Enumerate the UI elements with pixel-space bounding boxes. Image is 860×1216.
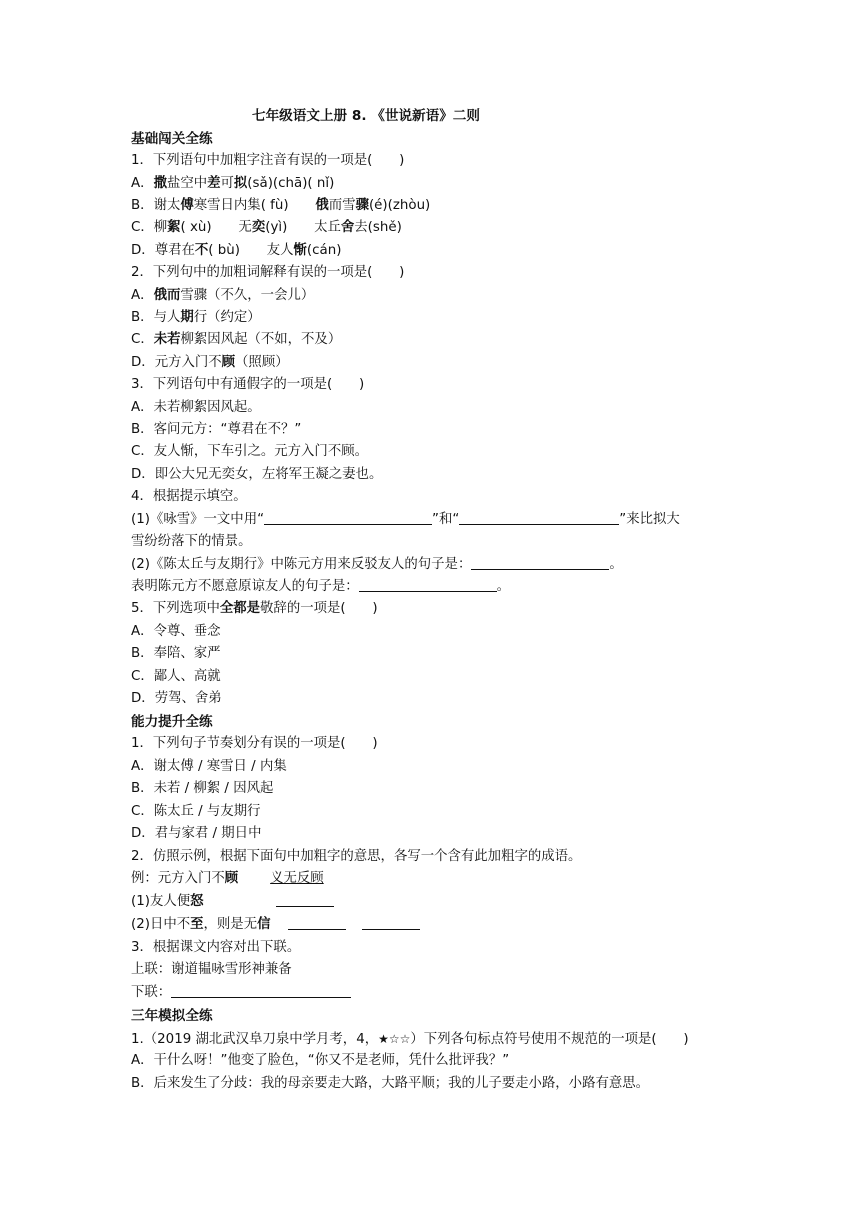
m1-option-a: A．干什么呀！”他变了脸色，“你又不是老师，凭什么批评我？” xyxy=(131,1053,510,1068)
m1-option-b: B．后来发生了分歧：我的母亲要走大路，大路平顺；我的儿子要走小路，小路有意思。 xyxy=(131,1076,650,1091)
q1-option-c: C．柳絮( xù) 无奕(yì) 太丘舍去(shě) xyxy=(131,220,402,235)
section-heading-basic: 基础闯关全练 xyxy=(131,131,213,147)
q2-option-c: C．未若柳絮因风起（不如，不及） xyxy=(131,332,342,347)
q2-option-b: B．与人期行（约定） xyxy=(131,310,261,325)
q3-option-c: C．友人惭，下车引之。元方入门不顾。 xyxy=(131,444,368,459)
q3-option-a: A．未若柳絮因风起。 xyxy=(131,400,261,415)
q5-option-a: A．令尊、垂念 xyxy=(131,624,221,639)
n3-lower-couplet: 下联： xyxy=(131,982,351,1004)
n3-blank[interactable] xyxy=(171,983,351,998)
q5-option-c: C．鄙人、高就 xyxy=(131,669,221,684)
n3-upper-couplet: 上联：谢道韫咏雪形神兼备 xyxy=(131,962,292,977)
q4-blank-1[interactable] xyxy=(264,510,432,525)
q4-part3: 表明陈元方不愿意原谅友人的句子是： 。 xyxy=(131,579,511,594)
q3-option-d: D．即公大兄无奕女，左将军王凝之妻也。 xyxy=(131,467,383,482)
n2-stem: 2．仿照示例，根据下面句中加粗字的意思，各写一个含有此加粗字的成语。 xyxy=(131,849,582,864)
n2-blank-2[interactable] xyxy=(288,915,346,930)
q4-part2: (2)《陈太丘与友期行》中陈元方用来反驳友人的句子是： 。 xyxy=(131,557,623,572)
q4-blank-4[interactable] xyxy=(359,577,497,592)
q2-option-d: D．元方入门不顾（照顾） xyxy=(131,355,289,370)
n1-option-a: A．谢太傅 / 寒雪日 / 内集 xyxy=(131,759,287,774)
q4-blank-3[interactable] xyxy=(471,555,609,570)
n2-example: 例：元方入门不顾 义无反顾 xyxy=(131,871,324,886)
q5-option-b: B．奉陪、家严 xyxy=(131,646,221,661)
q4-part1-line2: 雪纷纷落下的情景。 xyxy=(131,534,252,549)
n2-part1: (1)友人便怒 xyxy=(131,891,334,913)
n2-part2: (2)日中不至，则是无信 xyxy=(131,914,420,936)
q1-stem: 1．下列语句中加粗字注音有误的一项是( ) xyxy=(131,153,405,168)
n1-stem: 1．下列句子节奏划分有误的一项是( ) xyxy=(131,736,378,751)
q1-option-b: B．谢太傅寒雪日内集( fù) 俄而雪骤(é)(zhòu) xyxy=(131,198,431,213)
q3-stem: 3．下列语句中有通假字的一项是( ) xyxy=(131,377,365,392)
q5-option-d: D．劳驾、舍弟 xyxy=(131,691,222,706)
q2-stem: 2．下列句中的加粗词解释有误的一项是( ) xyxy=(131,265,405,280)
q5-stem: 5．下列选项中全都是敬辞的一项是( ) xyxy=(131,601,378,616)
section-heading-ability: 能力提升全练 xyxy=(131,714,213,730)
n2-blank-3[interactable] xyxy=(362,915,420,930)
n1-option-b: B．未若 / 柳絮 / 因风起 xyxy=(131,781,274,796)
q4-blank-2[interactable] xyxy=(459,510,619,525)
difficulty-stars: ★☆☆ xyxy=(378,1032,411,1046)
q3-option-b: B．客问元方：“尊君在不？” xyxy=(131,422,302,437)
n3-stem: 3．根据课文内容对出下联。 xyxy=(131,940,301,955)
n1-option-d: D．君与家君 / 期日中 xyxy=(131,826,262,841)
page-title: 七年级语文上册 8. 《世说新语》二则 xyxy=(252,108,480,124)
n1-option-c: C．陈太丘 / 与友期行 xyxy=(131,804,261,819)
m1-stem: 1.（2019 湖北武汉阜刀泉中学月考，4，★☆☆）下列各句标点符号使用不规范的一项是( ) xyxy=(131,1032,689,1047)
q1-option-d: D．尊君在不( bù) 友人惭(cán) xyxy=(131,243,342,258)
q2-option-a: A．俄而雪骤（不久，一会儿） xyxy=(131,288,315,303)
section-heading-mock: 三年模拟全练 xyxy=(131,1008,213,1024)
n2-blank-1[interactable] xyxy=(276,892,334,907)
q1-option-a: A．撒盐空中差可拟(sǎ)(chā)( nǐ) xyxy=(131,176,335,191)
q4-part1-line1: (1)《咏雪》一文中用“ ”和“ ”来比拟大 xyxy=(131,512,680,527)
q4-stem: 4．根据提示填空。 xyxy=(131,489,247,504)
